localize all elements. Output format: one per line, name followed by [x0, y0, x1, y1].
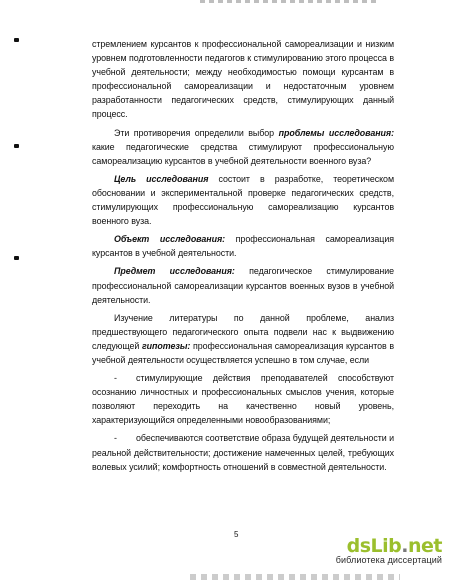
hypothesis-text: профессиональная самореализация курсантов в учебной деятельности осуществляется успешно в том случае, если: [92, 340, 394, 365]
hypothesis-lead: Изучение литературы по данной проблеме, анализ предшествующего педагогического опыта подвели нас к выдвижению следующей: [92, 312, 394, 351]
scan-artifact-top: [200, 0, 380, 3]
list-dash: -: [114, 433, 117, 444]
paragraph-object: [92, 232, 394, 260]
goal-text: состоит в разработке, теоретическом обосновании и экспериментальной проверке педагогических средств, стимулирующих профессиональную самореализацию курсантов военного вуза.: [92, 173, 394, 227]
watermark-logo-text: dsLib.net: [346, 535, 442, 557]
paragraph-goal: [92, 172, 394, 228]
watermark-logo[interactable]: [336, 535, 442, 557]
punch-mark: [14, 144, 19, 148]
paragraph-subject: [92, 264, 394, 306]
page-number: 5: [234, 530, 239, 539]
paragraph-hypothesis: [92, 311, 394, 367]
problem-text: какие педагогические средства стимулируют профессиональную самореализацию курсантов в учебной деятельности военного вуза?: [92, 141, 394, 166]
watermark-subtitle: библиотека диссертаций: [335, 555, 442, 565]
term-hypothesis: гипотезы:: [141, 340, 191, 351]
list-item-2: [92, 431, 394, 473]
term-goal: Цель исследования: [114, 173, 209, 184]
term-problem: проблемы исследования:: [278, 127, 394, 138]
watermark[interactable]: [336, 535, 442, 565]
body-text: [92, 37, 394, 478]
term-object: Объект исследования:: [114, 234, 226, 245]
list-dash: -: [114, 373, 117, 384]
subject-text: педагогическое стимулирование профессиональной самореализации курсантов военных вузов в учебной деятельности.: [92, 266, 394, 305]
paragraph-contradictions: стремлением курсантов к профессиональной самореализации и низким уровнем подготовленности педагогов к стимулированию этого процесса в учебной деятельности; между необходимостью помощи курсантам в профессиональной самореализации и недостаточным уровнем разработанности педагогических средств, стимулирующих данный процесс.: [92, 39, 394, 120]
problem-lead: Эти противоречия определили выбор: [114, 127, 275, 138]
punch-mark: [14, 256, 19, 260]
punch-mark: [14, 38, 19, 42]
list-item-1-text: стимулирующие действия преподавателей способствуют осознанию личностных и профессиональных смыслов учения, которые позволяют переходить на качественно новый уровень, характеризующийся определенными новообразованиями;: [92, 373, 394, 426]
list-item-2-text: обеспечиваются соответствие образа будущей деятельности и реальной действительности; достижение намеченных целей, требующих волевых усилий; комфортность отношений в совместной деятельности.: [92, 433, 394, 472]
term-subject: Предмет исследования:: [114, 266, 235, 277]
scan-artifact-bottom: [190, 574, 400, 580]
object-text: профессиональная самореализация курсантов в учебной деятельности.: [92, 234, 394, 259]
list-item-1: [92, 371, 394, 427]
paragraph-problem: [92, 126, 394, 168]
